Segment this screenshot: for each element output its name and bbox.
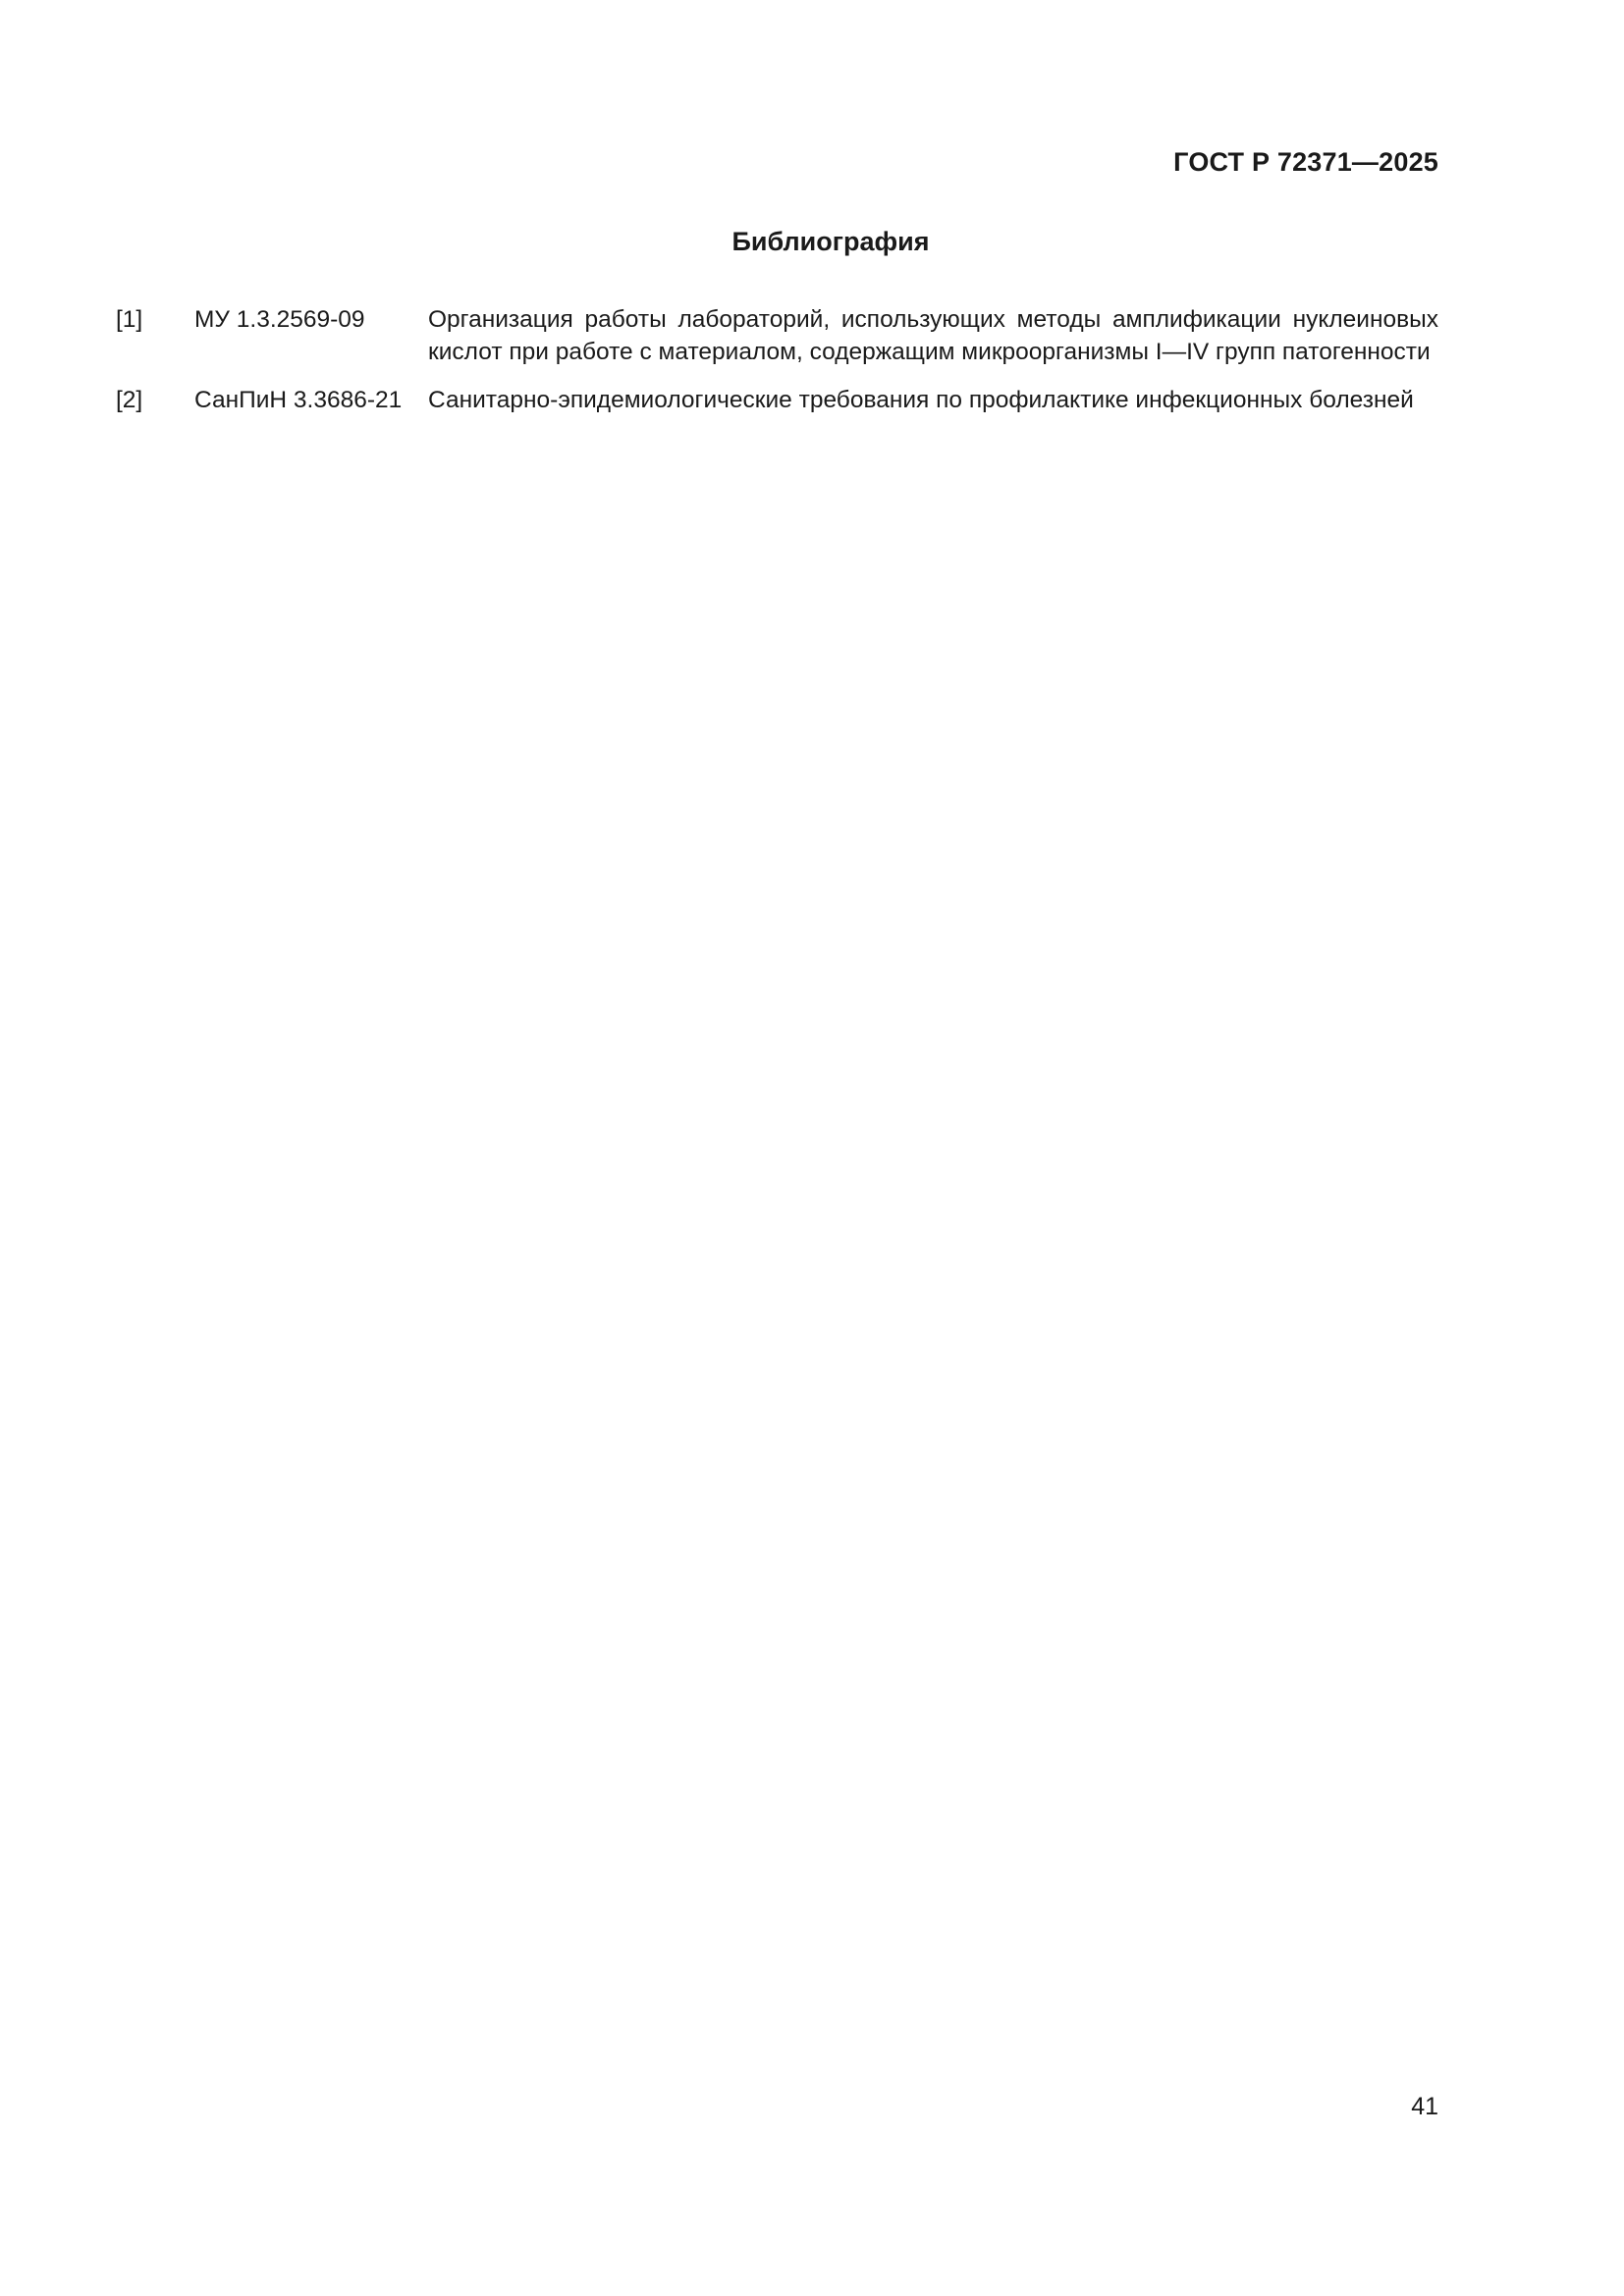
- document-header: ГОСТ Р 72371—2025: [1173, 147, 1438, 177]
- bibliography-entry: [116, 384, 1438, 416]
- section-title: Библиография: [731, 227, 930, 256]
- entry-number: [2]: [116, 387, 143, 413]
- page-number: 41: [1411, 2093, 1438, 2120]
- entry-title: Санитарно-эпидемиологические требования по профилактике инфекционных болезней: [428, 387, 1414, 413]
- entry-number: [1]: [116, 306, 143, 333]
- entry-code: СанПиН 3.3686-21: [194, 387, 403, 413]
- bibliography-entry: [116, 303, 1438, 368]
- bibliography-list: [116, 303, 1438, 432]
- entry-title: Организация работы лабораторий, использующих методы амплификации нуклеиновых кислот при работе с материалом, содержащим микроорганизмы I—IV групп патогенности: [428, 306, 1438, 365]
- entry-code: МУ 1.3.2569-09: [194, 306, 365, 333]
